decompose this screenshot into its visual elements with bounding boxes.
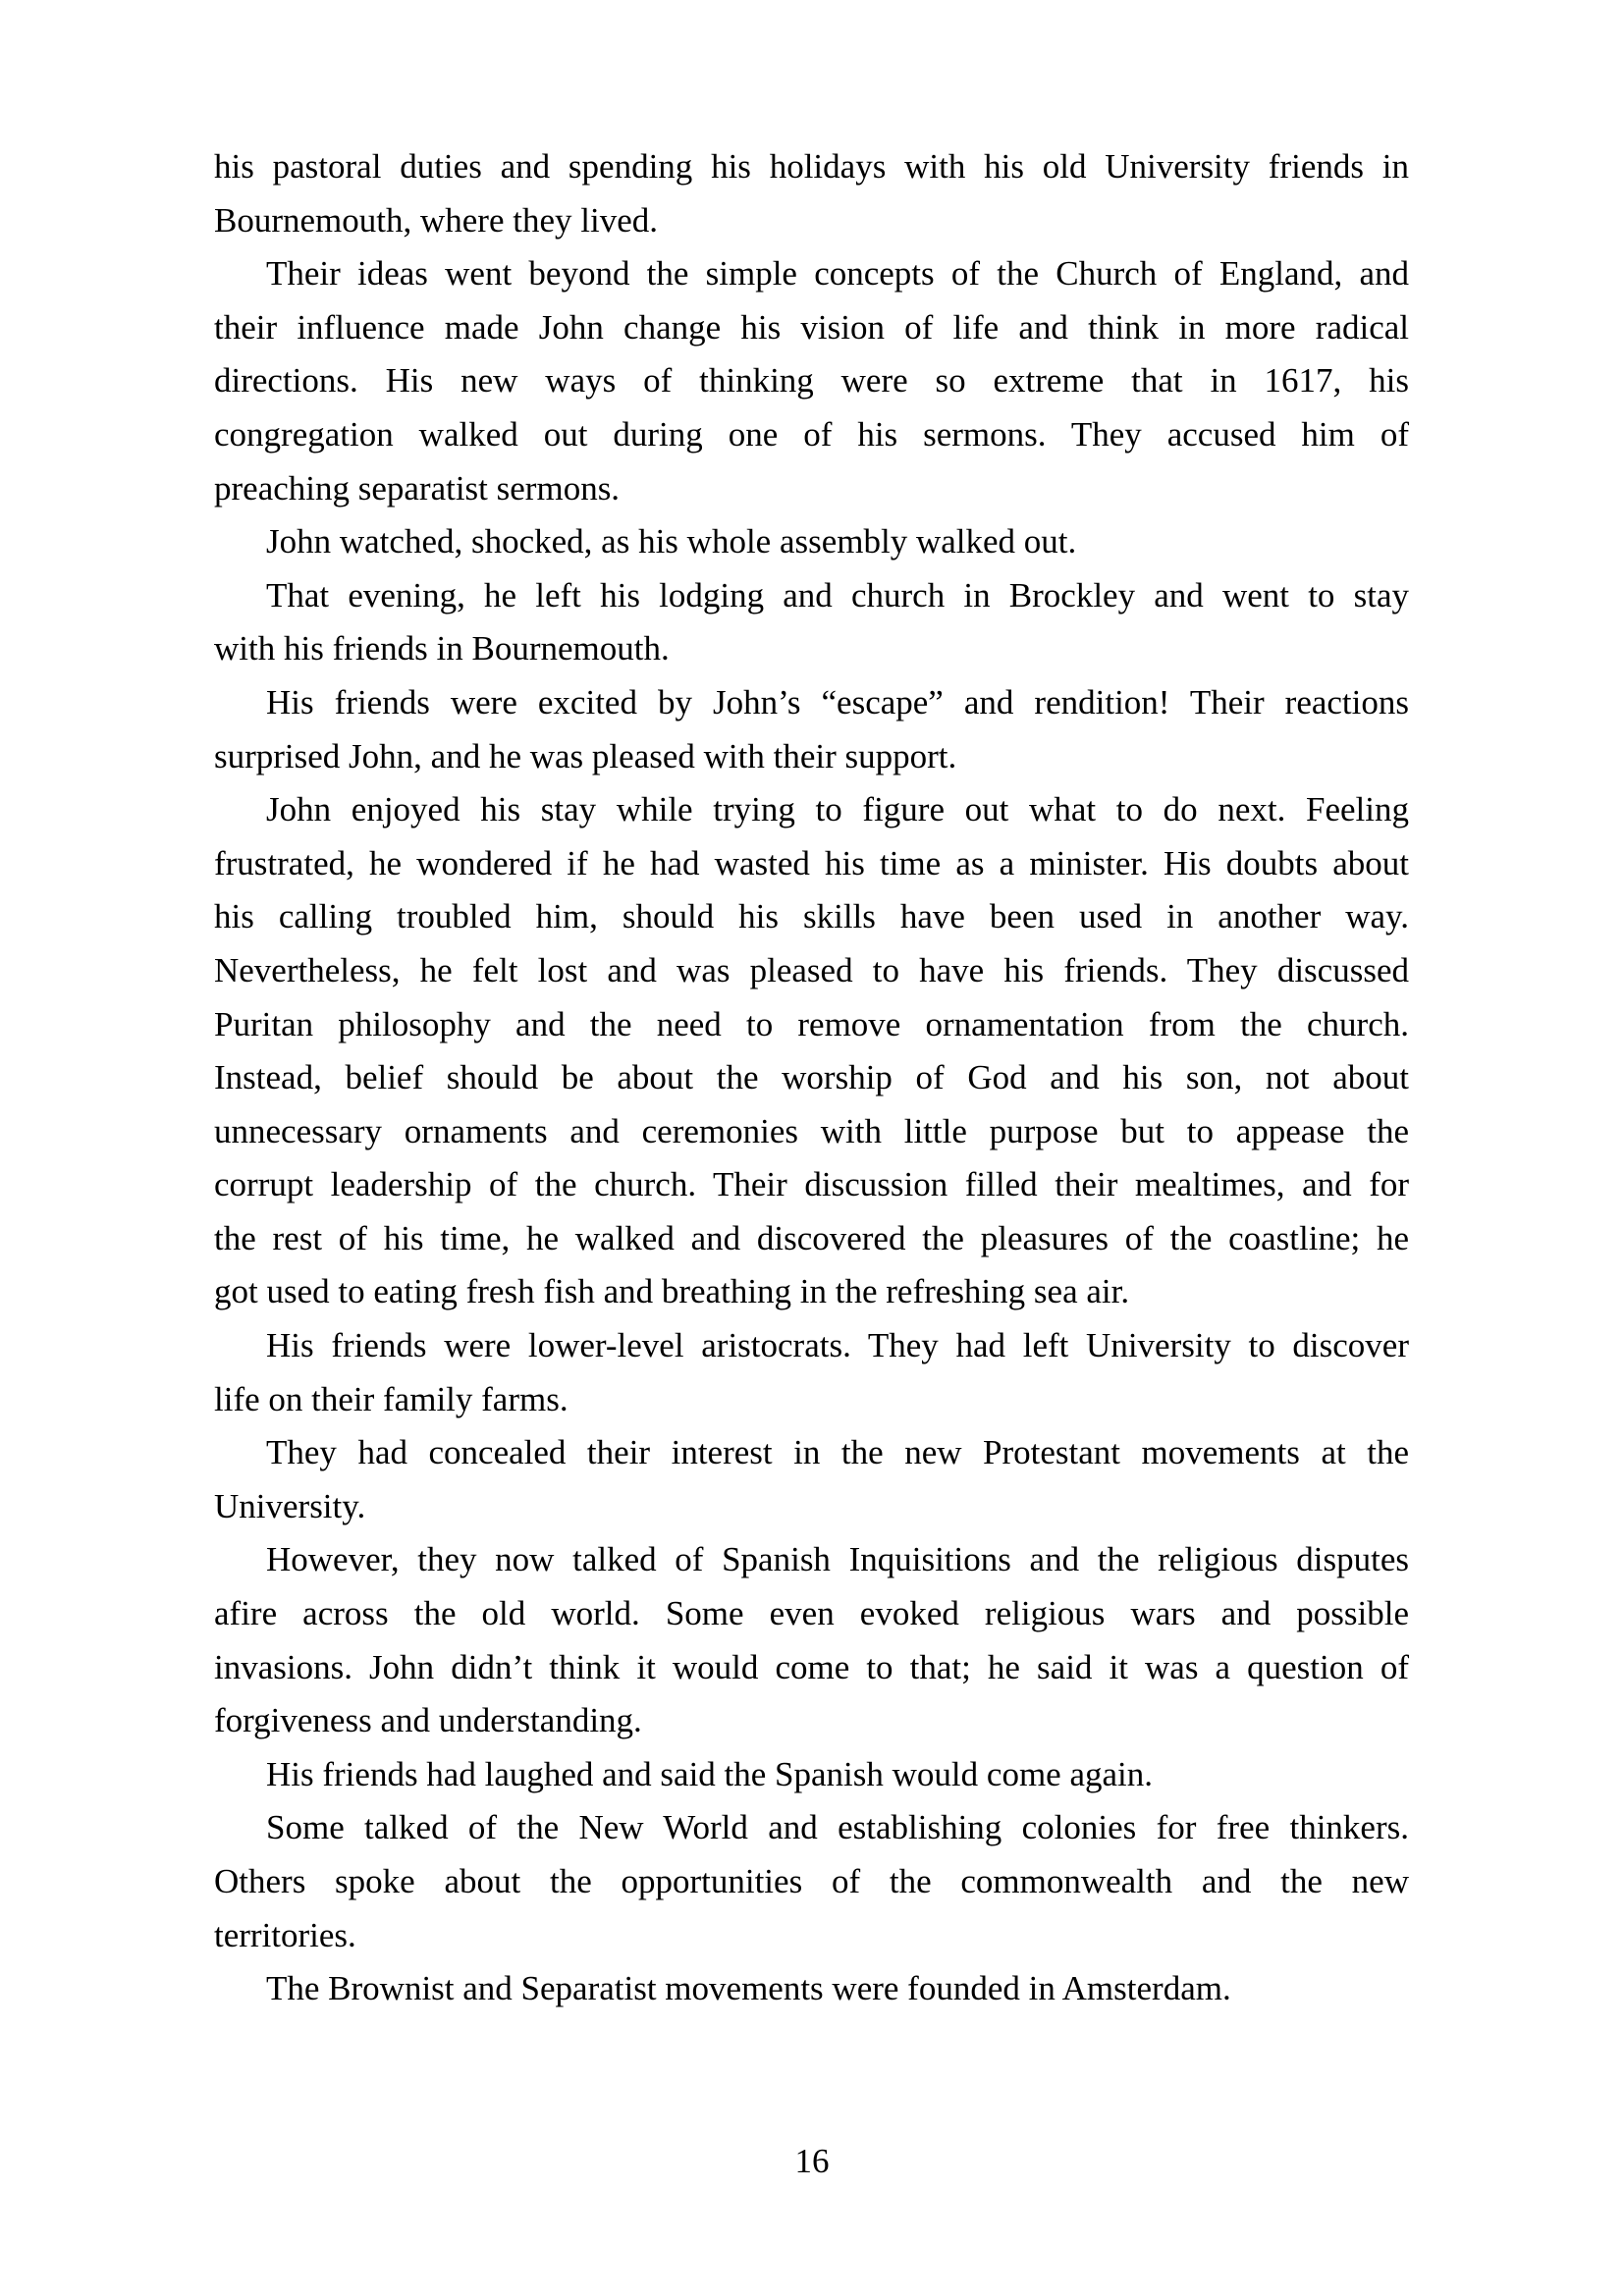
- text-line: frustrated, he wondered if he had wasted his time as a minister. His doubts about: [214, 843, 1409, 882]
- paragraph: [214, 1748, 1409, 1802]
- text-line: Puritan philosophy and the need to remove ornamentation from the church.: [214, 1004, 1409, 1043]
- text-line: his calling troubled him, should his skills have been used in another way.: [214, 897, 1409, 936]
- page-number: 16: [794, 2142, 830, 2180]
- paragraph: [214, 783, 1409, 1319]
- text-line: However, they now talked of Spanish Inquisitions and the religious disputes: [266, 1540, 1409, 1579]
- text-line: Their ideas went beyond the simple concepts of the Church of England, and: [266, 254, 1409, 294]
- text-line: got used to eating fresh fish and breathing in the refreshing sea air.: [214, 1272, 1130, 1311]
- text-line: afire across the old world. Some even evoked religious wars and possible: [214, 1594, 1409, 1633]
- text-line: preaching separatist sermons.: [214, 468, 621, 507]
- text-line: the rest of his time, he walked and discovered the pleasures of the coastline; he: [214, 1218, 1409, 1257]
- paragraph: [214, 676, 1409, 783]
- paragraph: [214, 1533, 1409, 1747]
- text-line: His friends had laughed and said the Spanish would come again.: [266, 1754, 1153, 1793]
- text-line: his pastoral duties and spending his holidays with his old University friends in: [214, 147, 1409, 186]
- text-column: [214, 140, 1409, 2016]
- text-line: with his friends in Bournemouth.: [214, 629, 670, 668]
- text-line: congregation walked out during one of his sermons. They accused him of: [214, 414, 1409, 454]
- paragraph: [214, 247, 1409, 515]
- text-line: John watched, shocked, as his whole assembly walked out.: [266, 522, 1077, 561]
- text-line: territories.: [214, 1915, 356, 1954]
- text-line: That evening, he left his lodging and church in Brockley and went to stay: [266, 575, 1409, 614]
- paragraph: [214, 569, 1409, 676]
- text-line: directions. His new ways of thinking were so extreme that in 1617, his: [214, 361, 1409, 400]
- text-line: their influence made John change his vision of life and think in more radical: [214, 307, 1409, 347]
- text-line: invasions. John didn’t think it would come to that; he said it was a question of: [214, 1647, 1409, 1686]
- text-line: They had concealed their interest in the new Protestant movements at the: [266, 1433, 1409, 1472]
- paragraph: [214, 1801, 1409, 1962]
- text-line: The Brownist and Separatist movements were founded in Amsterdam.: [266, 1969, 1231, 2008]
- text-line: corrupt leadership of the church. Their discussion filled their mealtimes, and for: [214, 1165, 1409, 1204]
- text-line: His friends were excited by John’s “escape” and rendition! Their reactions: [266, 682, 1409, 721]
- text-line: Bournemouth, where they lived.: [214, 200, 658, 240]
- paragraph: [214, 140, 1409, 247]
- paragraph: [214, 1426, 1409, 1533]
- text-line: University.: [214, 1486, 366, 1525]
- text-line: life on their family farms.: [214, 1379, 568, 1418]
- paragraph: [214, 515, 1409, 569]
- text-line: His friends were lower-level aristocrats. They had left University to discover: [266, 1326, 1409, 1365]
- text-line: Others spoke about the opportunities of the commonwealth and the new: [214, 1862, 1409, 1900]
- text-line: Instead, belief should be about the worship of God and his son, not about: [214, 1058, 1409, 1097]
- text-line: unnecessary ornaments and ceremonies with little purpose but to appease the: [214, 1111, 1409, 1150]
- text-line: forgiveness and understanding.: [214, 1701, 642, 1740]
- text-line: Nevertheless, he felt lost and was pleased to have his friends. They discussed: [214, 950, 1409, 989]
- text-line: Some talked of the New World and establishing colonies for free thinkers.: [266, 1808, 1409, 1847]
- text-line: surprised John, and he was pleased with their support.: [214, 736, 957, 775]
- text-line: John enjoyed his stay while trying to figure out what to do next. Feeling: [266, 790, 1409, 829]
- paragraph: [214, 1319, 1409, 1426]
- paragraph: [214, 1962, 1409, 2016]
